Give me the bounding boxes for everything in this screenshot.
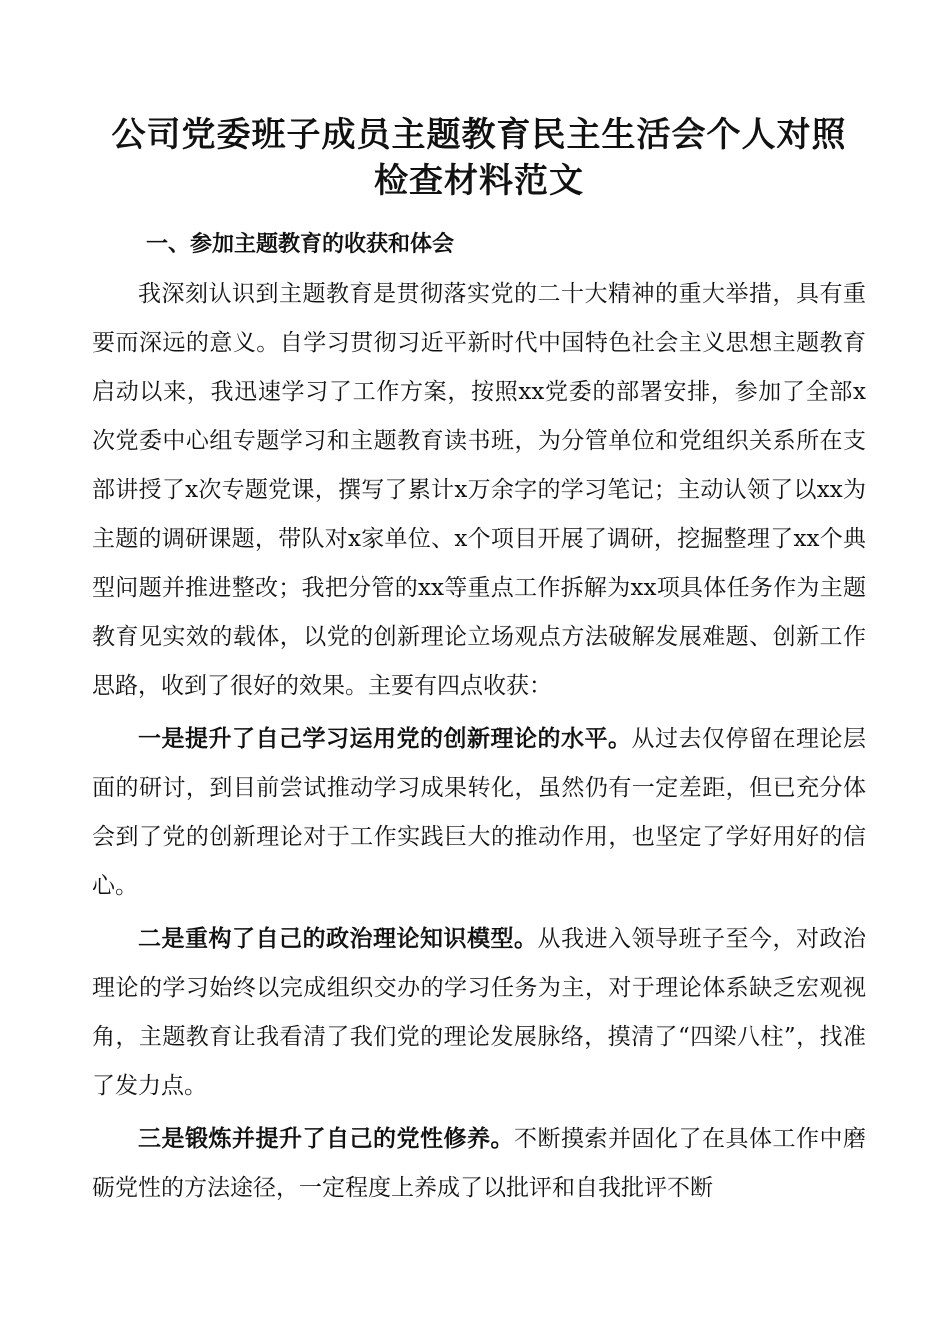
title-line-1: 公司党委班子成员主题教育民主生活会个人对照	[111, 115, 847, 155]
section-heading: 一、参加主题教育的收获和体会	[146, 232, 455, 257]
document-title	[92, 112, 866, 204]
paragraph-text: 从过去仅停留在理论层面的研讨，到目前尝试推动学习成果转化，虽然仍有一定差距，但已充分体会到了党的创新理论对于工作实践巨大的推动作用，也坚定了学好用好的信心。	[92, 726, 866, 899]
paragraph-text: 我深刻认识到主题教育是贯彻落实党的二十大精神的重大举措，具有重要而深远的意义。自学习贯彻习近平新时代中国特色社会主义思想主题教育启动以来，我迅速学习了工作方案，按照xx党委的部署安排，参加了全部x次党委中心组专题学习和主题教育读书班，为分管单位和党组织关系所在支部讲授了x次专题党课，撰写了累计x万余字的学习笔记；主动认领了以xx为主题的调研课题，带队对x家单位、x个项目开展了调研，挖掘整理了xx个典型问题并推进整改；我把分管的xx等重点工作拆解为xx项具体任务作为主题教育见实效的载体，以党的创新理论立场观点方法破解发展难题、创新工作思路，收到了很好的效果。主要有四点收获：	[92, 281, 866, 699]
body-paragraph	[92, 915, 866, 1111]
paragraph-lead: 三是锻炼并提升了自己的党性修养。	[138, 1126, 514, 1152]
paragraph-text: 不断摸索并固化了在具体工作中磨砺党性的方法途径，一定程度上养成了以批评和自我批评不断	[92, 1126, 866, 1201]
body-paragraph	[92, 715, 866, 911]
paragraph-lead: 二是重构了自己的政治理论知识模型。	[138, 926, 538, 952]
paragraph-lead: 一是提升了自己学习运用党的创新理论的水平。	[138, 726, 632, 752]
body-paragraph	[92, 1115, 866, 1213]
paragraph-text: 从我进入领导班子至今，对政治理论的学习始终以完成组织交办的学习任务为主，对于理论体系缺乏宏观视角，主题教育让我看清了我们党的理论发展脉络，摸清了“四梁八柱”，找准了发力点。	[92, 926, 866, 1099]
body-paragraph	[92, 270, 866, 711]
title-line-2: 检查材料范文	[374, 161, 584, 201]
